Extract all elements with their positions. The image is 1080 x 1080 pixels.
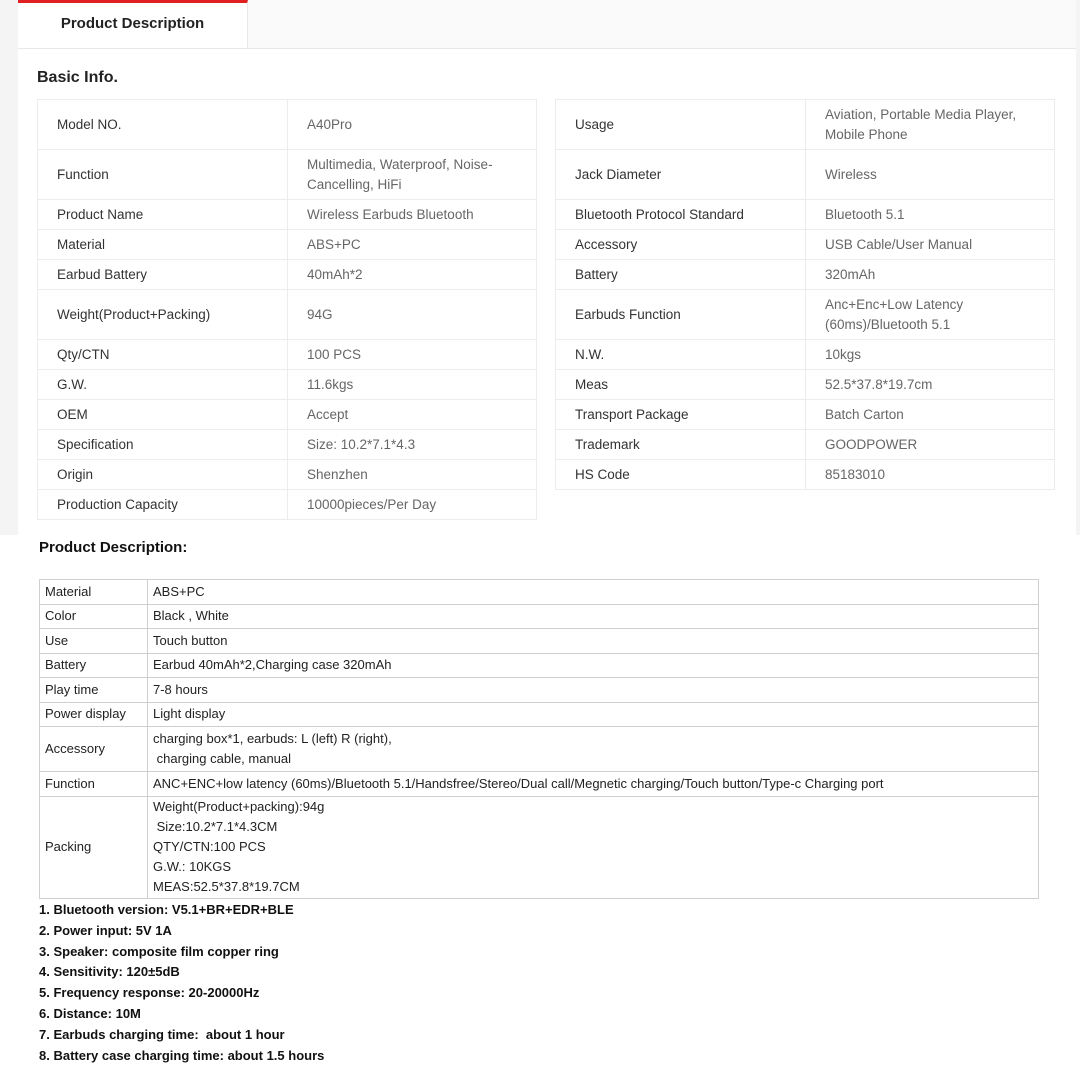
spec-key: Accessory xyxy=(556,230,806,260)
spec-value: USB Cable/User Manual xyxy=(806,230,1055,260)
spec-value: Accept xyxy=(288,400,537,430)
spec-row xyxy=(38,100,537,150)
feature-list xyxy=(39,900,324,1066)
description-value xyxy=(148,653,1039,678)
description-row xyxy=(40,678,1039,703)
spec-row xyxy=(38,460,537,490)
description-value xyxy=(148,629,1039,654)
spec-value: 52.5*37.8*19.7cm xyxy=(806,370,1055,400)
spec-value: 320mAh xyxy=(806,260,1055,290)
description-value xyxy=(148,678,1039,703)
spec-value: Wireless Earbuds Bluetooth xyxy=(288,200,537,230)
description-key: Accessory xyxy=(40,727,148,772)
spec-key: N.W. xyxy=(556,340,806,370)
spec-value: 85183010 xyxy=(806,460,1055,490)
spec-key: Origin xyxy=(38,460,288,490)
spec-value: Wireless xyxy=(806,150,1055,200)
spec-key: Transport Package xyxy=(556,400,806,430)
spec-row xyxy=(38,370,537,400)
description-value-line: 7-8 hours xyxy=(153,681,208,697)
description-row xyxy=(40,702,1039,727)
spec-key: HS Code xyxy=(556,460,806,490)
spec-row xyxy=(38,430,537,460)
spec-value: Multimedia, Waterproof, Noise-Cancelling, HiFi xyxy=(288,150,537,200)
spec-key: Bluetooth Protocol Standard xyxy=(556,200,806,230)
description-row xyxy=(40,604,1039,629)
spec-value: 100 PCS xyxy=(288,340,537,370)
description-value-line: charging box*1, earbuds: L (left) R (right), xyxy=(153,731,392,746)
basic-info-table-left xyxy=(37,99,537,520)
spec-row xyxy=(38,290,537,340)
spec-row xyxy=(556,290,1055,340)
spec-row xyxy=(556,400,1055,430)
basic-info-table-right xyxy=(555,99,1055,490)
spec-key: Earbuds Function xyxy=(556,290,806,340)
page-gutter-left xyxy=(0,0,18,535)
spec-value: ABS+PC xyxy=(288,230,537,260)
product-description-table xyxy=(39,579,1039,899)
spec-value: 11.6kgs xyxy=(288,370,537,400)
description-value-line: Size:10.2*7.1*4.3CM xyxy=(153,819,278,834)
spec-value: 94G xyxy=(288,290,537,340)
description-value-line: Touch button xyxy=(153,632,228,648)
description-key: Play time xyxy=(40,678,148,703)
description-value-line: G.W.: 10KGS xyxy=(153,859,232,874)
description-value-line: Weight(Product+packing):94g xyxy=(153,799,325,814)
spec-key: Earbud Battery xyxy=(38,260,288,290)
spec-row xyxy=(556,100,1055,150)
feature-item: 8. Battery case charging time: about 1.5 hours xyxy=(39,1047,325,1063)
description-value-line: charging cable, manual xyxy=(153,751,292,766)
spec-value: Bluetooth 5.1 xyxy=(806,200,1055,230)
spec-key: Usage xyxy=(556,100,806,150)
description-value xyxy=(148,772,1039,797)
spec-key: Specification xyxy=(38,430,288,460)
spec-row xyxy=(38,260,537,290)
description-value-line: Light display xyxy=(153,706,226,722)
spec-row xyxy=(556,200,1055,230)
tab-product-description[interactable] xyxy=(18,0,248,48)
description-value-line: Black , White xyxy=(153,608,229,624)
spec-value: 40mAh*2 xyxy=(288,260,537,290)
spec-key: G.W. xyxy=(38,370,288,400)
spec-row xyxy=(556,430,1055,460)
feature-item: 6. Distance: 10M xyxy=(39,1005,141,1021)
product-description-title: Product Description: xyxy=(39,539,188,556)
feature-item: 5. Frequency response: 20-20000Hz xyxy=(39,985,260,1001)
description-row xyxy=(40,653,1039,678)
description-row xyxy=(40,772,1039,797)
description-key: Packing xyxy=(40,796,148,898)
description-key: Color xyxy=(40,604,148,629)
description-value-line: Earbud 40mAh*2,Charging case 320mAh xyxy=(153,657,392,673)
description-value xyxy=(148,702,1039,727)
description-row xyxy=(40,796,1039,898)
description-value-line: QTY/CTN:100 PCS xyxy=(153,839,266,854)
spec-value: Anc+Enc+Low Latency (60ms)/Bluetooth 5.1 xyxy=(806,290,1055,340)
spec-row xyxy=(556,370,1055,400)
spec-row xyxy=(38,230,537,260)
spec-row xyxy=(556,260,1055,290)
spec-key: Product Name xyxy=(38,200,288,230)
description-key: Battery xyxy=(40,653,148,678)
spec-value: A40Pro xyxy=(288,100,537,150)
feature-item: 3. Speaker: composite film copper ring xyxy=(39,943,279,959)
spec-row xyxy=(556,230,1055,260)
spec-key: Weight(Product+Packing) xyxy=(38,290,288,340)
spec-key: Qty/CTN xyxy=(38,340,288,370)
spec-row xyxy=(38,200,537,230)
tab-bar xyxy=(18,0,1076,49)
spec-row xyxy=(556,340,1055,370)
description-value-line: ABS+PC xyxy=(153,583,205,599)
spec-value: Size: 10.2*7.1*4.3 xyxy=(288,430,537,460)
description-row xyxy=(40,580,1039,605)
spec-row xyxy=(556,150,1055,200)
spec-value: Aviation, Portable Media Player, Mobile Phone xyxy=(806,100,1055,150)
spec-value: GOODPOWER xyxy=(806,430,1055,460)
spec-row xyxy=(556,460,1055,490)
description-key: Material xyxy=(40,580,148,605)
spec-value: 10000pieces/Per Day xyxy=(288,490,537,520)
feature-item: 4. Sensitivity: 120±5dB xyxy=(39,964,180,980)
spec-key: Model NO. xyxy=(38,100,288,150)
description-value xyxy=(148,604,1039,629)
description-value-line: MEAS:52.5*37.8*19.7CM xyxy=(153,879,300,894)
description-value xyxy=(148,796,1039,898)
spec-key: Material xyxy=(38,230,288,260)
spec-row xyxy=(38,340,537,370)
spec-row xyxy=(38,150,537,200)
description-key: Power display xyxy=(40,702,148,727)
description-key: Function xyxy=(40,772,148,797)
spec-value: Shenzhen xyxy=(288,460,537,490)
spec-value: Batch Carton xyxy=(806,400,1055,430)
basic-info-title: Basic Info. xyxy=(37,69,118,86)
description-row xyxy=(40,629,1039,654)
spec-row xyxy=(38,490,537,520)
description-value-line: ANC+ENC+low latency (60ms)/Bluetooth 5.1/Handsfree/Stereo/Dual call/Megnetic charging/Touch button/Type-c Charging port xyxy=(153,775,884,791)
description-value xyxy=(148,580,1039,605)
tab-label: Product Description xyxy=(60,15,205,32)
spec-value: 10kgs xyxy=(806,340,1055,370)
spec-key: Meas xyxy=(556,370,806,400)
feature-item: 2. Power input: 5V 1A xyxy=(39,922,172,938)
spec-key: Jack Diameter xyxy=(556,150,806,200)
spec-key: Function xyxy=(38,150,288,200)
spec-row xyxy=(38,400,537,430)
spec-key: OEM xyxy=(38,400,288,430)
page-gutter-right xyxy=(1076,0,1080,535)
description-value xyxy=(148,727,1039,772)
spec-key: Production Capacity xyxy=(38,490,288,520)
spec-key: Battery xyxy=(556,260,806,290)
feature-item: 7. Earbuds charging time: about 1 hour xyxy=(39,1026,285,1042)
spec-key: Trademark xyxy=(556,430,806,460)
feature-item: 1. Bluetooth version: V5.1+BR+EDR+BLE xyxy=(39,902,294,917)
description-key: Use xyxy=(40,629,148,654)
description-row xyxy=(40,727,1039,772)
